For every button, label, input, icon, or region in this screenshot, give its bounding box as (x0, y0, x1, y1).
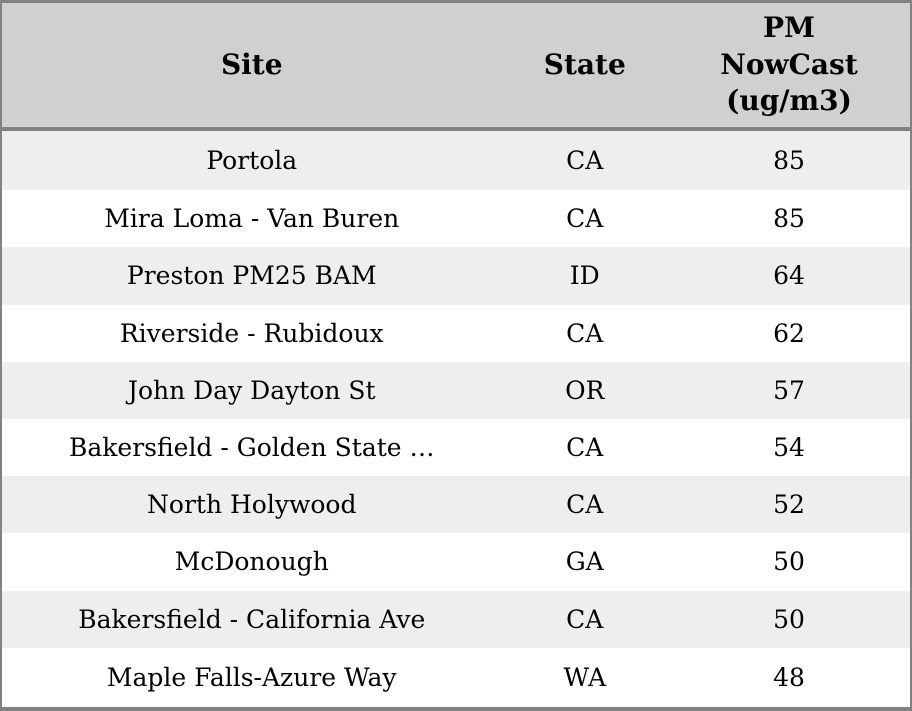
state-cell: WA (563, 662, 607, 692)
site-cell: John Day Dayton St (127, 375, 376, 405)
table-row (1, 476, 911, 533)
pm-nowcast-cell: 52 (773, 490, 805, 520)
site-cell: Preston PM25 BAM (126, 261, 377, 291)
table-row (1, 362, 911, 419)
site-cell: Maple Falls-Azure Way (106, 662, 397, 692)
state-cell: GA (565, 547, 604, 577)
pm-nowcast-header-label: PM NowCast (ug/m3) (720, 11, 858, 118)
pm-nowcast-cell: 64 (773, 261, 805, 291)
table-row (1, 247, 911, 304)
state-cell: CA (566, 604, 604, 634)
site-cell: Bakersfield - Golden State … (68, 433, 435, 463)
site-cell: Riverside - Rubidoux (119, 318, 384, 348)
state-cell: CA (566, 318, 604, 348)
state-cell: CA (566, 490, 604, 520)
header-row (1, 2, 911, 130)
table-row (1, 591, 911, 648)
column-header-pm-nowcast (668, 2, 911, 130)
pm-nowcast-cell: 62 (773, 318, 805, 348)
table-body (1, 129, 911, 709)
column-header-site: Site (1, 2, 502, 130)
site-cell: Mira Loma - Van Buren (104, 204, 400, 234)
state-cell: ID (569, 261, 600, 291)
site-cell: Portola (206, 146, 298, 176)
state-cell: CA (566, 433, 604, 463)
state-cell: OR (565, 375, 605, 405)
table-row (1, 648, 911, 709)
table-row (1, 419, 911, 476)
site-cell: Bakersfield - California Ave (78, 604, 426, 634)
pm-nowcast-cell: 85 (773, 146, 805, 176)
pm-nowcast-cell: 54 (773, 433, 805, 463)
table-row (1, 129, 911, 190)
column-header-state: State (502, 2, 669, 130)
site-cell: North Holywood (147, 490, 357, 520)
table-row (1, 190, 911, 247)
pm-nowcast-cell: 57 (773, 375, 805, 405)
pm-nowcast-cell: 85 (773, 204, 805, 234)
site-cell: McDonough (174, 547, 329, 577)
pm-nowcast-cell: 50 (773, 547, 805, 577)
table-row (1, 305, 911, 362)
table-row (1, 533, 911, 590)
pm-nowcast-cell: 48 (773, 662, 805, 692)
state-cell: CA (566, 146, 604, 176)
state-cell: CA (566, 204, 604, 234)
pm-nowcast-cell: 50 (773, 604, 805, 634)
table-header (1, 2, 911, 130)
